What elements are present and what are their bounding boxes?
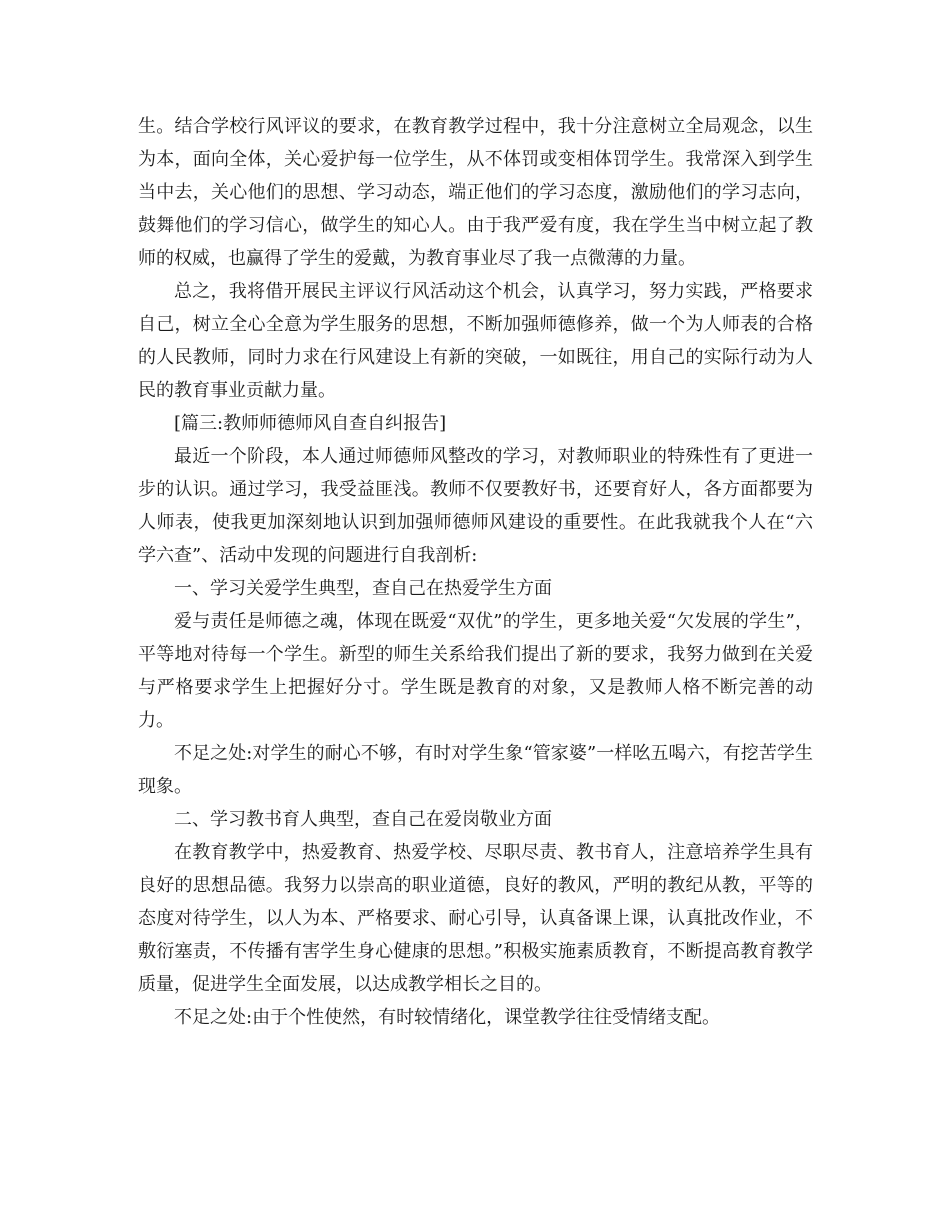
paragraph-conclusion: 总之，我将借开展民主评议行风活动这个机会，认真学习，努力实践，严格要求自己，树立全心全意为学生服务的思想，不断加强师德修养，做一个为人师表的合格的人民教师，同时力求在行风建设上有新的突破，一如既往，用自己的实际行动为人民的教育事业贡献力量。 [138,281,813,401]
section-title: [篇三:教师师德师风自查自纠报告] [174,413,447,434]
paragraph-teaching: 在教育教学中，热爱教育、热爱学校、尽职尽责、教书育人，注意培养学生具有良好的思想品德。我努力以崇高的职业道德，良好的教风，严明的教纪从教，平等的态度对待学生，以人为本、严格要求、耐心引导，认真备课上课，认真批改作业，不敷衍塞责，不传播有害学生身心健康的思想。”积极实施素质教育，不断提高教育教学质量，促进学生全面发展，以达成教学相长之目的。 [138,842,813,995]
paragraph-continuation: 生。结合学校行风评议的要求，在教育教学过程中，我十分注意树立全局观念，以生为本，面向全体，关心爱护每一位学生，从不体罚或变相体罚学生。我常深入到学生当中去，关心他们的思想、学习动态，端正他们的学习态度，激励他们的学习志向，鼓舞他们的学习信心，做学生的知心人。由于我严爱有度，我在学生当中树立起了教师的权威，也赢得了学生的爱戴，为教育事业尽了我一点微薄的力量。 [138,116,813,269]
paragraph-love-responsibility: 爱与责任是师德之魂，体现在既爱“双优”的学生，更多地关爱“欠发展的学生”，平等地对待每一个学生。新型的师生关系给我们提出了新的要求，我努力做到在关爱与严格要求学生上把握好分寸。学生既是教育的对象，又是教师人格不断完善的动力。 [138,611,813,731]
heading-one: 一、学习关爱学生典型，查自己在热爱学生方面 [174,578,552,599]
paragraph-intro: 最近一个阶段，本人通过师德师风整改的学习，对教师职业的特殊性有了更进一步的认识。通过学习，我受益匪浅。教师不仅要教好书，还要育好人，各方面都要为人师表，使我更加深刻地认识到加强师德师风建设的重要性。在此我就我个人在“六学六查”、活动中发现的问题进行自我剖析: [138,446,813,566]
paragraph-shortcoming-two: 不足之处:由于个性使然，有时较情绪化，课堂教学往往受情绪支配。 [174,1007,721,1028]
paragraph-shortcoming-one: 不足之处:对学生的耐心不够，有时对学生象“管家婆”一样吆五喝六，有挖苦学生现象。 [138,743,813,797]
heading-two: 二、学习教书育人典型，查自己在爱岗敬业方面 [174,809,552,830]
document-page [138,110,813,1034]
